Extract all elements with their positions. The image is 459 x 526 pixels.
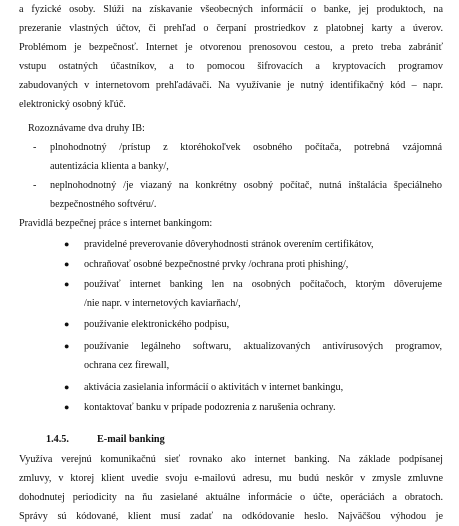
paragraph-line: dohodnutej periodicity na ňu zasielané aktuálne informácie o účte, operáciách a obratoch.: [19, 492, 443, 503]
rules-intro: Pravidlá bezpečnej práce s internet bankingom:: [19, 218, 213, 229]
list-item-line: pravidelné preverovanie dôveryhodnosti stránok overením certifikátov,: [84, 239, 374, 250]
list-item-line: neplnohodnotný /je viazaný na konkrétny osobný počítač, nutná inštalácia špeciálneho: [50, 180, 442, 191]
paragraph-line: zabudovaných v internetovom prehľadávači. Na využívanie je nutný identifikačný kód – napr.: [19, 80, 443, 91]
dash-marker: -: [33, 142, 37, 153]
paragraph-line: prezeranie vlastných účtov, či prehľad o čerpaní prostriedkov z platobnej karty a úverov.: [19, 23, 443, 34]
list-item-line: používanie legálneho softwaru, aktualizovaných antivírusových programov,: [84, 341, 442, 352]
bullet-icon: ●: [64, 402, 70, 412]
bullet-icon: ●: [64, 279, 70, 289]
bullet-icon: ●: [64, 319, 70, 329]
bullet-icon: ●: [64, 341, 70, 351]
bullet-icon: ●: [64, 239, 70, 249]
list-item-line: ochrana cez firewall,: [84, 360, 170, 371]
paragraph-line: zmluvy, v ktorej klient uvedie svoju e-mailovú adresu, mu budú neskôr v zmysle zmluvne: [19, 473, 443, 484]
list-item-line: kontaktovať banku v prípade podozrenia z narušenia ochrany.: [84, 402, 336, 413]
list-item-line: plnohodnotný /prístup z ktoréhokoľvek osobného počítača, potrebná vzájomná: [50, 142, 442, 153]
dash-marker: -: [33, 180, 37, 191]
paragraph-line: vstupu ostatných účastníkov, a to pomocou šifrovacích a kryptovacích programov: [19, 61, 443, 72]
bullet-icon: ●: [64, 259, 70, 269]
paragraph-line: a fyzické osoby. Slúži na získavanie všeobecných informácií o banke, jej produktoch, na: [19, 4, 443, 15]
list-item-line: ochraňovať osobné bezpečnostné prvky /ochrana proti phishing/,: [84, 259, 349, 270]
list-item-line: používanie elektronického podpisu,: [84, 319, 230, 330]
section-number: 1.4.5.: [46, 434, 69, 445]
paragraph-line: Problémom je bezpečnosť. Internet je otvorenou prenosovou cestou, a preto treba zabrániť: [19, 42, 443, 53]
list-item-line: /nie napr. v internetových kaviarňach/,: [84, 298, 241, 309]
ib-types-intro: Rozoznávame dva druhy IB:: [28, 123, 145, 134]
list-item-line: bezpečnostného softvéru/.: [50, 199, 157, 210]
section-title: E-mail banking: [97, 434, 165, 445]
paragraph-line: Správy sú kódované, klient musí zadať na odkódovanie heslo. Najväčšou výhodou je: [19, 511, 443, 522]
paragraph-line: Využíva verejnú komunikačnú sieť rovnako ako internet banking. Na základe podpísanej: [19, 454, 443, 465]
list-item-line: autentizácia klienta a banky/,: [50, 161, 169, 172]
paragraph-line: elektronický osobný kľúč.: [19, 99, 126, 110]
bullet-icon: ●: [64, 382, 70, 392]
list-item-line: aktivácia zasielania informácií o aktivitách v internet bankingu,: [84, 382, 344, 393]
list-item-line: používať internet banking len na osobných počítačoch, ktorým dôverujeme: [84, 279, 442, 290]
